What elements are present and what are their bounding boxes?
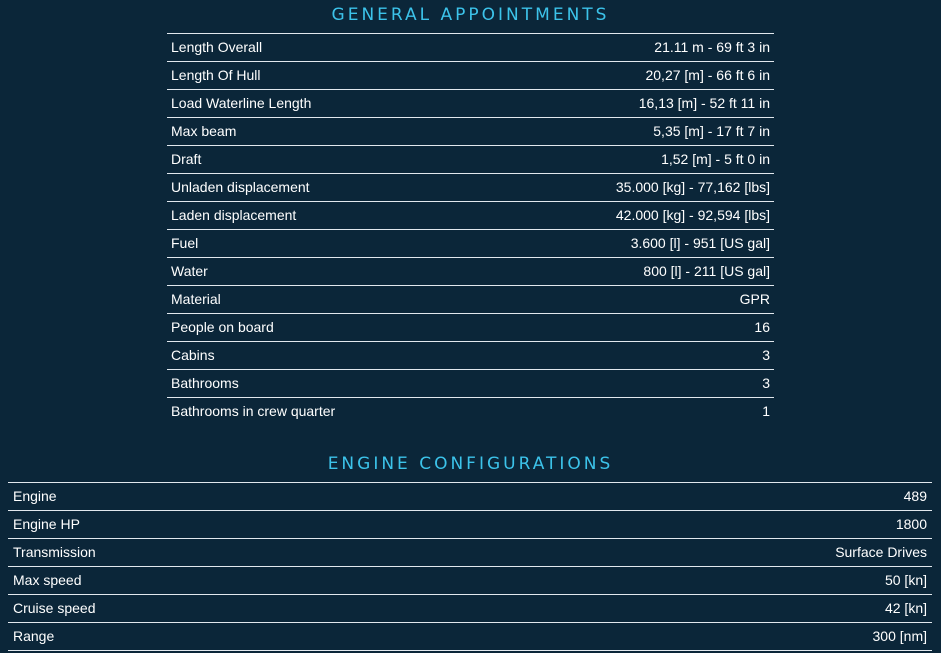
row-label: Transmission <box>13 544 96 560</box>
row-value: 50 [kn] <box>884 572 927 588</box>
row-value: 300 [nm] <box>872 628 927 644</box>
row-label: Material <box>171 291 221 307</box>
engine-configurations-title: ENGINE CONFIGURATIONS <box>327 454 614 474</box>
row-label: Length Overall <box>171 39 263 55</box>
row-value: 35.000 [kg] - 77,162 [lbs] <box>615 179 770 195</box>
row-label: Water <box>171 263 208 279</box>
table-row <box>167 314 774 342</box>
table-row <box>167 398 774 425</box>
table-row <box>8 567 932 595</box>
row-label: Draft <box>171 151 202 167</box>
row-value: GPR <box>739 291 770 307</box>
table-row <box>167 34 774 62</box>
row-value: 42 [kn] <box>884 600 927 616</box>
table-row <box>167 258 774 286</box>
row-label: Laden displacement <box>171 207 297 223</box>
table-row <box>8 595 932 623</box>
row-label: Fuel <box>171 235 199 251</box>
table-row <box>167 202 774 230</box>
table-row <box>8 483 932 511</box>
row-label: Bathrooms <box>171 375 239 391</box>
row-value: 489 <box>903 488 927 504</box>
table-row <box>167 146 774 174</box>
row-label: People on board <box>171 319 274 335</box>
row-value: 3 <box>762 375 770 391</box>
table-row <box>8 539 932 567</box>
row-value: 5,35 [m] - 17 ft 7 in <box>653 123 770 139</box>
row-label: Cabins <box>171 347 215 363</box>
row-value: 800 [l] - 211 [US gal] <box>643 263 770 279</box>
row-label: Max speed <box>13 572 82 588</box>
table-row <box>167 62 774 90</box>
table-row <box>8 511 932 539</box>
table-row <box>167 174 774 202</box>
row-label: Unladen displacement <box>171 179 310 195</box>
row-label: Cruise speed <box>13 600 96 616</box>
row-label: Range <box>13 628 55 644</box>
row-label: Engine <box>13 488 57 504</box>
row-label: Load Waterline Length <box>171 95 312 111</box>
table-row <box>167 370 774 398</box>
row-value: 16,13 [m] - 52 ft 11 in <box>638 95 770 111</box>
row-value: 1,52 [m] - 5 ft 0 in <box>661 151 770 167</box>
row-value: 3.600 [l] - 951 [US gal] <box>630 235 770 251</box>
row-value: 21.11 m - 69 ft 3 in <box>654 39 770 55</box>
row-label: Max beam <box>171 123 237 139</box>
row-value: Surface Drives <box>835 544 927 560</box>
row-value: 1 <box>762 403 770 419</box>
table-row <box>167 286 774 314</box>
engine-configurations-table <box>8 482 932 651</box>
general-appointments-title: GENERAL APPOINTMENTS <box>331 5 610 25</box>
row-label: Bathrooms in crew quarter <box>171 403 336 419</box>
row-value: 3 <box>762 347 770 363</box>
general-appointments-table <box>167 33 774 425</box>
row-value: 20,27 [m] - 66 ft 6 in <box>645 67 770 83</box>
row-value: 1800 <box>895 516 927 532</box>
row-label: Engine HP <box>13 516 80 532</box>
row-value: 42.000 [kg] - 92,594 [lbs] <box>615 207 770 223</box>
row-value: 16 <box>754 319 770 335</box>
table-row <box>167 90 774 118</box>
row-label: Length Of Hull <box>171 67 261 83</box>
table-row <box>8 623 932 651</box>
table-row <box>167 342 774 370</box>
table-row <box>167 118 774 146</box>
table-row <box>167 230 774 258</box>
